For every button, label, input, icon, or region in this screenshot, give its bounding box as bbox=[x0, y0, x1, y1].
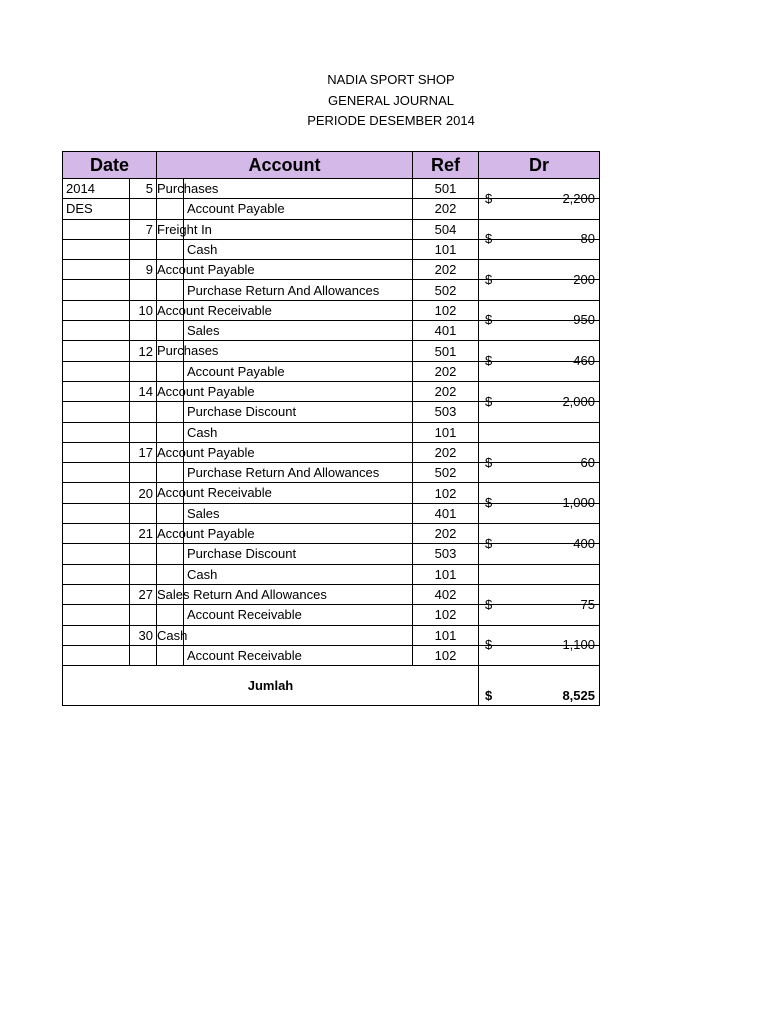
table-row bbox=[63, 422, 600, 442]
ref-cell: 402 bbox=[413, 584, 479, 604]
debit-account-cell bbox=[157, 219, 212, 239]
debit-account-cell bbox=[157, 381, 255, 401]
ref-cell: 503 bbox=[413, 544, 479, 564]
debit-account-cell bbox=[157, 442, 255, 462]
credit-account-cell: Purchase Return And Allowances bbox=[184, 280, 413, 300]
total-label: Jumlah bbox=[63, 666, 479, 706]
date-year-cell bbox=[63, 402, 130, 422]
column-header-date: Date bbox=[63, 152, 157, 179]
debit-account-label: Account Payable bbox=[157, 526, 255, 542]
table-row bbox=[63, 300, 600, 320]
table-row bbox=[63, 605, 600, 625]
dr-cell bbox=[479, 179, 600, 206]
dr-cell bbox=[479, 381, 600, 409]
dr-amount: 2,000 bbox=[562, 393, 595, 409]
table-row bbox=[63, 564, 600, 584]
ref-cell: 202 bbox=[413, 199, 479, 219]
indent-cell bbox=[157, 463, 184, 483]
dr-cell bbox=[479, 544, 600, 564]
dr-amount: 950 bbox=[573, 312, 595, 328]
table-row bbox=[63, 625, 600, 645]
dr-amount: 60 bbox=[580, 454, 595, 470]
date-year-cell bbox=[63, 503, 130, 523]
dr-cell bbox=[479, 280, 600, 300]
date-year-cell bbox=[63, 544, 130, 564]
date-year-cell bbox=[63, 625, 130, 645]
date-year-cell bbox=[63, 361, 130, 381]
dr-amount: 80 bbox=[580, 231, 595, 247]
ref-cell: 502 bbox=[413, 463, 479, 483]
date-day-cell: 10 bbox=[130, 300, 157, 320]
ref-cell: 501 bbox=[413, 179, 479, 199]
debit-account-label: Sales Return And Allowances bbox=[157, 586, 327, 602]
date-year-cell bbox=[63, 605, 130, 625]
dr-currency: $ bbox=[485, 535, 493, 551]
table-row bbox=[63, 381, 600, 401]
journal-body bbox=[63, 179, 600, 666]
dr-cell bbox=[479, 442, 600, 470]
date-year-cell: 2014 bbox=[63, 179, 130, 199]
ref-cell: 401 bbox=[413, 321, 479, 341]
date-day-cell: 30 bbox=[130, 625, 157, 645]
ref-cell: 101 bbox=[413, 564, 479, 584]
indent-cell bbox=[157, 361, 184, 381]
ref-cell: 101 bbox=[413, 239, 479, 259]
journal-title: GENERAL JOURNAL bbox=[328, 92, 454, 108]
date-year-cell bbox=[63, 483, 130, 503]
date-day-cell: 9 bbox=[130, 260, 157, 280]
ref-cell: 202 bbox=[413, 260, 479, 280]
indent-cell bbox=[157, 239, 184, 259]
period-label: PERIODE DESEMBER 2014 bbox=[307, 113, 475, 128]
debit-account-label: Cash bbox=[157, 627, 188, 643]
table-row bbox=[63, 260, 600, 280]
date-day-cell bbox=[130, 402, 157, 422]
date-year-cell bbox=[63, 584, 130, 604]
ref-cell: 503 bbox=[413, 402, 479, 422]
report-header bbox=[62, 70, 720, 132]
dr-cell bbox=[479, 483, 600, 511]
dr-amount: 2,200 bbox=[562, 190, 595, 206]
table-row bbox=[63, 524, 600, 544]
column-header-ref: Ref bbox=[413, 152, 479, 179]
table-row bbox=[63, 321, 600, 341]
date-day-cell: 14 bbox=[130, 381, 157, 401]
date-day-cell: 27 bbox=[130, 584, 157, 604]
debit-account-label: Account Payable bbox=[157, 383, 255, 399]
dr-currency: $ bbox=[485, 454, 493, 470]
total-amount-cell bbox=[479, 666, 600, 706]
date-year-cell bbox=[63, 422, 130, 442]
credit-account-cell: Account Payable bbox=[184, 199, 413, 219]
credit-account-cell: Account Payable bbox=[184, 361, 413, 381]
credit-account-cell: Purchase Return And Allowances bbox=[184, 463, 413, 483]
credit-account-cell: Cash bbox=[184, 239, 413, 259]
dr-cell bbox=[479, 463, 600, 483]
date-day-cell bbox=[130, 280, 157, 300]
ref-cell: 502 bbox=[413, 280, 479, 300]
date-day-cell bbox=[130, 463, 157, 483]
date-day-cell: 7 bbox=[130, 219, 157, 239]
table-row bbox=[63, 219, 600, 239]
dr-amount: 400 bbox=[573, 535, 595, 551]
date-day-cell: 21 bbox=[130, 524, 157, 544]
table-row bbox=[63, 199, 600, 219]
indent-cell bbox=[157, 199, 184, 219]
credit-account-cell: Cash bbox=[184, 564, 413, 584]
ref-cell: 101 bbox=[413, 422, 479, 442]
dr-amount: 460 bbox=[573, 353, 595, 369]
indent-cell bbox=[157, 321, 184, 341]
ref-cell: 501 bbox=[413, 341, 479, 361]
date-year-cell bbox=[63, 341, 130, 361]
dr-currency: $ bbox=[485, 271, 493, 287]
date-day-cell bbox=[130, 605, 157, 625]
dr-currency: $ bbox=[485, 190, 493, 206]
date-year-cell bbox=[63, 381, 130, 401]
dr-currency: $ bbox=[485, 312, 493, 328]
debit-account-cell bbox=[157, 300, 272, 320]
indent-cell bbox=[157, 544, 184, 564]
table-row bbox=[63, 239, 600, 259]
dr-cell bbox=[479, 239, 600, 259]
credit-account-cell: Sales bbox=[184, 321, 413, 341]
dr-cell bbox=[479, 219, 600, 247]
table-header-row bbox=[63, 152, 600, 179]
table-row bbox=[63, 179, 600, 199]
date-day-cell bbox=[130, 645, 157, 665]
ref-cell: 102 bbox=[413, 605, 479, 625]
date-year-cell bbox=[63, 300, 130, 320]
date-year-cell bbox=[63, 219, 130, 239]
debit-account-cell bbox=[157, 625, 188, 645]
account-spacer-cell bbox=[184, 219, 413, 239]
dr-amount: 200 bbox=[573, 271, 595, 287]
date-day-cell bbox=[130, 544, 157, 564]
ref-cell: 401 bbox=[413, 503, 479, 523]
credit-account-cell: Purchase Discount bbox=[184, 402, 413, 422]
date-day-cell: 12 bbox=[130, 341, 157, 361]
dr-cell bbox=[479, 645, 600, 665]
date-year-cell bbox=[63, 645, 130, 665]
table-row bbox=[63, 442, 600, 462]
indent-cell bbox=[157, 280, 184, 300]
debit-account-label: Purchases bbox=[157, 343, 219, 359]
date-day-cell bbox=[130, 503, 157, 523]
dr-cell bbox=[479, 503, 600, 523]
dr-cell bbox=[479, 605, 600, 625]
dr-amount: 75 bbox=[580, 596, 595, 612]
debit-account-cell bbox=[157, 341, 219, 361]
debit-account-cell bbox=[157, 483, 272, 503]
dr-cell bbox=[479, 199, 600, 219]
date-day-cell: 5 bbox=[130, 179, 157, 199]
credit-account-cell: Cash bbox=[184, 422, 413, 442]
date-year-cell bbox=[63, 260, 130, 280]
date-year-cell bbox=[63, 524, 130, 544]
date-year-cell: DES bbox=[63, 199, 130, 219]
ref-cell: 202 bbox=[413, 361, 479, 381]
column-header-dr: Dr bbox=[479, 152, 600, 179]
table-row bbox=[63, 280, 600, 300]
indent-cell bbox=[157, 645, 184, 665]
table-row bbox=[63, 341, 600, 361]
date-year-cell bbox=[63, 463, 130, 483]
dr-cell bbox=[479, 564, 600, 584]
dr-cell bbox=[479, 625, 600, 653]
dr-cell bbox=[479, 361, 600, 381]
credit-account-cell: Sales bbox=[184, 503, 413, 523]
general-journal-table bbox=[62, 151, 600, 706]
ref-cell: 102 bbox=[413, 645, 479, 665]
date-day-cell: 17 bbox=[130, 442, 157, 462]
debit-account-cell bbox=[157, 524, 255, 544]
dr-cell bbox=[479, 341, 600, 369]
credit-account-cell: Purchase Discount bbox=[184, 544, 413, 564]
date-year-cell bbox=[63, 239, 130, 259]
dr-currency: $ bbox=[485, 495, 493, 511]
debit-account-label: Account Payable bbox=[157, 444, 255, 460]
table-row bbox=[63, 503, 600, 523]
ref-cell: 202 bbox=[413, 381, 479, 401]
dr-currency: $ bbox=[485, 393, 493, 409]
dr-cell bbox=[479, 584, 600, 612]
ref-cell: 202 bbox=[413, 524, 479, 544]
debit-account-cell bbox=[157, 260, 255, 280]
dr-cell bbox=[479, 321, 600, 341]
date-day-cell bbox=[130, 422, 157, 442]
table-row bbox=[63, 544, 600, 564]
date-day-cell bbox=[130, 321, 157, 341]
dr-currency: $ bbox=[485, 231, 493, 247]
table-row bbox=[63, 463, 600, 483]
indent-cell bbox=[157, 503, 184, 523]
debit-account-label: Account Payable bbox=[157, 262, 255, 278]
account-spacer-cell bbox=[184, 625, 413, 645]
date-year-cell bbox=[63, 564, 130, 584]
dr-cell bbox=[479, 300, 600, 328]
debit-account-cell bbox=[157, 179, 219, 199]
company-name: NADIA SPORT SHOP bbox=[327, 72, 455, 87]
debit-account-label: Account Receivable bbox=[157, 302, 272, 318]
table-row bbox=[63, 402, 600, 422]
table-row bbox=[63, 584, 600, 604]
debit-account-label: Purchases bbox=[157, 181, 219, 196]
total-row bbox=[63, 666, 600, 706]
date-year-cell bbox=[63, 280, 130, 300]
indent-cell bbox=[157, 564, 184, 584]
credit-account-cell: Account Receivable bbox=[184, 605, 413, 625]
indent-cell bbox=[157, 605, 184, 625]
table-row bbox=[63, 483, 600, 503]
dr-amount: 1,100 bbox=[562, 637, 595, 653]
date-day-cell bbox=[130, 564, 157, 584]
dr-currency: $ bbox=[485, 353, 493, 369]
ref-cell: 101 bbox=[413, 625, 479, 645]
ref-cell: 202 bbox=[413, 442, 479, 462]
dr-cell bbox=[479, 402, 600, 422]
table-row bbox=[63, 361, 600, 381]
ref-cell: 102 bbox=[413, 300, 479, 320]
debit-account-label: Freight In bbox=[157, 221, 212, 237]
date-year-cell bbox=[63, 442, 130, 462]
dr-cell bbox=[479, 260, 600, 287]
dr-amount: 1,000 bbox=[562, 495, 595, 511]
column-header-account: Account bbox=[157, 152, 413, 179]
ref-cell: 504 bbox=[413, 219, 479, 239]
date-day-cell bbox=[130, 199, 157, 219]
dr-cell bbox=[479, 422, 600, 442]
indent-cell bbox=[157, 402, 184, 422]
date-day-cell bbox=[130, 361, 157, 381]
credit-account-cell: Account Receivable bbox=[184, 645, 413, 665]
debit-account-label: Account Receivable bbox=[157, 485, 272, 501]
date-day-cell bbox=[130, 239, 157, 259]
table-row bbox=[63, 645, 600, 665]
date-day-cell: 20 bbox=[130, 483, 157, 503]
debit-account-cell bbox=[157, 584, 327, 604]
indent-cell bbox=[157, 422, 184, 442]
ref-cell: 102 bbox=[413, 483, 479, 503]
total-amount: 8,525 bbox=[562, 687, 595, 703]
dr-currency: $ bbox=[485, 637, 493, 653]
total-currency: $ bbox=[485, 687, 493, 703]
dr-cell bbox=[479, 524, 600, 551]
dr-currency: $ bbox=[485, 596, 493, 612]
date-year-cell bbox=[63, 321, 130, 341]
